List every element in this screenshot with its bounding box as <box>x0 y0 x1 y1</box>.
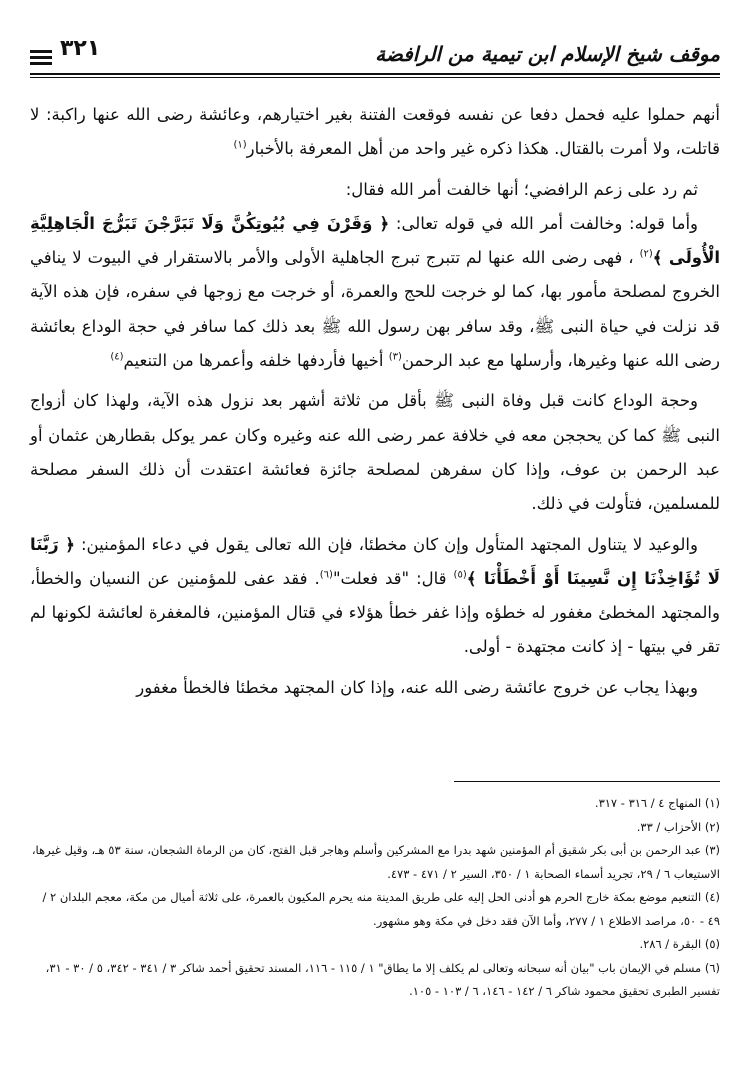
footnote-ref-4: (٤) <box>110 351 124 363</box>
footnote-4: (٤) التنعيم موضع بمكة خارج الحرم هو أدنى الحل إليه على طريق المدينة منه يحرم المكيون بالعمرة، على ثلاثة أميال من مكة، معجم البلدان ٢ / ٤٩ - ٥٠، مراصد الاطلاع ١ / ٢٧٧، وأما الآن فقد دخل في مكة وهو مشهور. <box>42 890 720 928</box>
paragraph-6: وبهذا يجاب عن خروج عائشة رضى الله عنه، وإذا كان المجتهد مخطئا فالخطأ مغفور <box>136 677 698 697</box>
running-title: موقف شيخ الإسلام ابن تيمية من الرافضة <box>375 42 720 66</box>
quran-verse-1: ﴿ وَقَرْنَ فِي بُيُوتِكُنَّ وَلَا تَبَرَّجْنَ تَبَرُّجَ الْجَاهِلِيَّةِ الْأُولَى ﴾ <box>30 213 721 268</box>
footnote-ref-1: (١) <box>233 139 247 151</box>
header-rule <box>30 73 720 75</box>
footnote-separator <box>454 781 720 782</box>
footnote-6: (٦) مسلم في الإيمان باب "بيان أنه سبحانه وتعالى لم يكلف إلا ما يطاق" ١ / ١١٥ - ١١٦، المسند تحقيق أحمد شاكر ٣ / ٣٤١ - ٣٤٢، ٥ / ٣٠ - ٣١، تفسير الطبرى تحقيق محمود شاكر ٦ / ١٤٢ - ١٤٦، ٦ / ١٠٣ - ١٠٥. <box>45 960 720 998</box>
page-number-ornament <box>30 50 52 68</box>
paragraph-1: أنهم حملوا عليه فحمل دفعا عن نفسه فوقعت الفتنة بغير اختيارهم، وعائشة رضى الله عنها راكبة: لا قاتلت، ولا أمرت بالقتال. هكذا ذكره غير واحد من أهل المعرفة بالأخبار$^{(١)}$ <box>30 105 720 159</box>
header-rule-thin <box>30 77 720 78</box>
paragraph-4: وحجة الوداع كانت قبل وفاة النبى ﷺ بأقل من ثلاثة أشهر بعد نزول هذه الآية، ولهذا كان أزواج النبى ﷺ كما كن يحججن معه في خلافة عمر رضى الله عنه وغيره وكان عمر يوكل بقطارهن عثمان أو عبد الرحمن بن عوف، وإذا كان سفرهن لمصلحة جائزة فعائشة اعتقدت أن ذلك السفر مصلحة للمسلمين، فتأولت في ذلك. <box>30 391 720 514</box>
paragraph-2: ثم رد على زعم الرافضي؛ أنها خالفت أمر الله فقال: <box>345 179 698 199</box>
footnote-ref-5: (٥) <box>453 569 467 581</box>
footnotes <box>30 792 720 1004</box>
paragraph-3: وأما قوله: وخالفت أمر الله في قوله تعالى: ﴿ وَقَرْنَ فِي بُيُوتِكُنَّ وَلَا تَبَرَّجْنَ تَبَرُّجَ الْجَاهِلِيَّةِ الْأُولَى ﴾$^{(٢)}$ ، فهى رضى الله عنها لم تتبرج تبرج الجاهلية الأولى والأمر بالاستقرار في البيوت لا ينافي الخروج لمصلحة مأمور بها، كما لو خرجت للحج والعمرة، أو خرجت مع زوجها في سفره، فإن هذه الآية قد نزلت في حياة النبى ﷺ، وقد سافر بهن رسول الله ﷺ بعد ذلك كما سافر في حجة الوداع بعائشة رضى الله عنها وغيرها، وأرسلها مع عبد الرحمن$^{(٣)}$ أخيها فأردفها خلفه وأعمرها من التنعيم$^{(٤)}$ <box>30 213 721 371</box>
footnote-ref-3: (٣) <box>388 351 402 363</box>
page-number: ٣٢١ <box>52 36 108 61</box>
quran-verse-2: ﴿ رَبَّنَا لَا تُؤَاخِذْنَا إِن نَّسِينَا أَوْ أَخْطَأْنَا ﴾ <box>30 534 720 588</box>
footnote-2: (٢) الأحزاب / ٣٣. <box>636 819 720 834</box>
running-header <box>30 36 720 76</box>
footnote-ref-2: (٢) <box>639 248 653 260</box>
footnote-1: (١) المنهاج ٤ / ٣١٦ - ٣١٧. <box>594 796 720 810</box>
footnote-5: (٥) البقرة / ٢٨٦. <box>639 937 720 951</box>
footnote-ref-6: (٦) <box>319 569 333 581</box>
paragraph-5: والوعيد لا يتناول المجتهد المتأول وإن كان مخطئا، فإن الله تعالى يقول في دعاء المؤمنين: ﴿ رَبَّنَا لَا تُؤَاخِذْنَا إِن نَّسِينَا أَوْ أَخْطَأْنَا ﴾$^{(٥)}$ قال: "قد فعلت"$^{(٦)}$. فقد عفى للمؤمنين عن النسيان والخطأ، والمجتهد المخطئ مغفور له خطؤه وإذا غفر خطأ هؤلاء في قتال المؤمنين، فالمغفرة لعائشة لكونها لم تقر في بيتها - إذ كانت مجتهدة - أولى. <box>30 534 720 657</box>
main-text <box>30 98 720 705</box>
footnote-3: (٣) عبد الرحمن بن أبى بكر شقيق أم المؤمنين شهد بدرا مع المشركين وأسلم وهاجر قبل الفتح، كان من الرماة الشجعان، سنة ٥٣ هـ، وقيل غيرها، الاستيعاب ٦ / ٢٩، تجريد أسماء الصحابة ١ / ٣٥٠، السير ٢ / ٤٧١ - ٤٧٣. <box>31 843 720 881</box>
